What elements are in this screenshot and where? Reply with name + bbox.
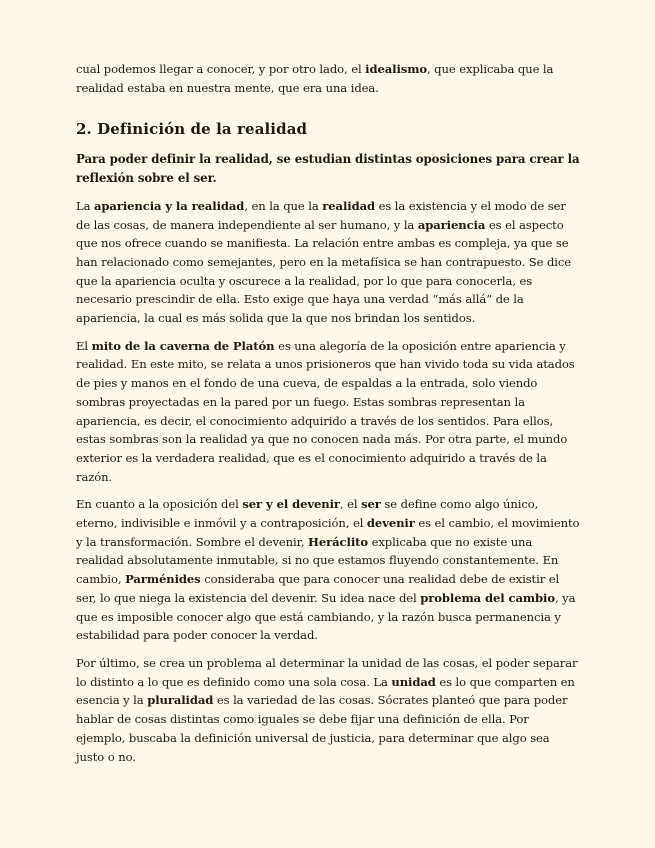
bold-term: ser — [361, 497, 381, 512]
document-page — [76, 60, 580, 766]
bold-term: mito de la caverna de Platón — [91, 338, 275, 353]
bold-term: apariencia — [417, 217, 486, 232]
bold-term: Heráclito — [308, 534, 369, 549]
intro-paragraph — [76, 60, 580, 97]
text-run: cual podemos llegar a conocer, y por otro lado, el — [76, 62, 366, 76]
section-lead-paragraph: Para poder definir la realidad, se estudian distintas oposiciones para crear la reflexión sobre el ser. — [76, 152, 580, 186]
bold-term: realidad — [322, 198, 375, 213]
text-run: es lo que comparten en esencia y la — [76, 674, 575, 708]
paragraph-unidad-pluralidad — [76, 654, 580, 766]
bold-term-idealismo: idealismo — [365, 62, 428, 76]
text-run: , ya que es imposible conocer algo que está cambiando, y la razón busca permanencia y estabilidad para poder conocer la verdad. — [76, 590, 576, 643]
text-run: es la existencia y el modo de ser de las cosas, de manera independiente al ser humano, y la — [76, 198, 566, 232]
text-run: es el cambio, el movimiento y la transformación. Sombre el devenir, — [76, 516, 580, 549]
text-run: se define como algo único, eterno, indivisible e inmóvil y a contraposición, el — [76, 497, 539, 531]
text-run: La — [76, 198, 94, 213]
text-run: , el — [339, 497, 362, 512]
text-run: , que explicaba que la realidad estaba en nuestra mente, que era una idea. — [76, 62, 554, 95]
text-run: , en la que la — [244, 198, 323, 213]
text-run: es la variedad de las cosas. Sócrates planteó que para poder hablar de cosas distintas como iguales se debe fijar una definición de ella. Por ejemplo, buscaba la definición universal de justicia, para determinar que algo sea justo o no. — [76, 693, 568, 764]
bold-term: ser y el devenir — [242, 497, 340, 512]
bold-term: unidad — [391, 674, 436, 689]
text-run: Por último, se crea un problema al determinar la unidad de las cosas, el poder separar lo distinto a lo que es definido como una sola cosa. La — [76, 655, 578, 689]
text-run: En cuanto a la oposición del — [76, 497, 243, 512]
bold-term: problema del cambio — [420, 590, 555, 605]
section-heading: 2. Definición de la realidad — [76, 120, 308, 139]
paragraph-mito-caverna — [76, 337, 580, 487]
bold-term: apariencia y la realidad — [94, 198, 245, 213]
bold-term: devenir — [366, 516, 415, 531]
text-run: es una alegoría de la oposición entre apariencia y realidad. En este mito, se relata a unos prisioneros que han vivido toda su vida atados de pies y manos en el fondo de una cueva, de espaldas a la entrada, solo viendo sombras proyectadas en la pared por un fuego. Estas sombras representan la apariencia, es decir, el conocimiento adquirido a través de los sentidos. Para ellos, estas sombras son la realidad ya que no conocen nada más. Por otra parte, el mundo exterior es la verdadera realidad, que es el conocimiento adquirido a través de la razón. — [76, 338, 575, 484]
text-run: consideraba que para conocer una realidad debe de existir el ser, lo que niega la existencia del devenir. Su idea nace del — [76, 572, 560, 605]
text-run: El — [76, 338, 92, 353]
bold-term: pluralidad — [147, 693, 214, 708]
text-run: explicaba que no existe una realidad absolutamente inmutable, si no que estamos fluyendo constantemente. En cambio, — [76, 534, 559, 587]
paragraph-apariencia-realidad — [76, 197, 580, 328]
text-run: es el aspecto que nos ofrece cuando se manifiesta. La relación entre ambas es compleja, ya que se han relacionado como semejantes, pero en la metafísica se han contrapuesto. Se dice que la apariencia oculta y oscurece a la realidad, por lo que para conocerla, es necesario prescindir de ella. Esto exige que haya una verdad “más allá” de la apariencia, la cual es más solida que la que nos brindan los sentidos. — [76, 217, 572, 326]
paragraph-ser-devenir — [76, 495, 580, 645]
bold-term: Parménides — [125, 572, 201, 587]
